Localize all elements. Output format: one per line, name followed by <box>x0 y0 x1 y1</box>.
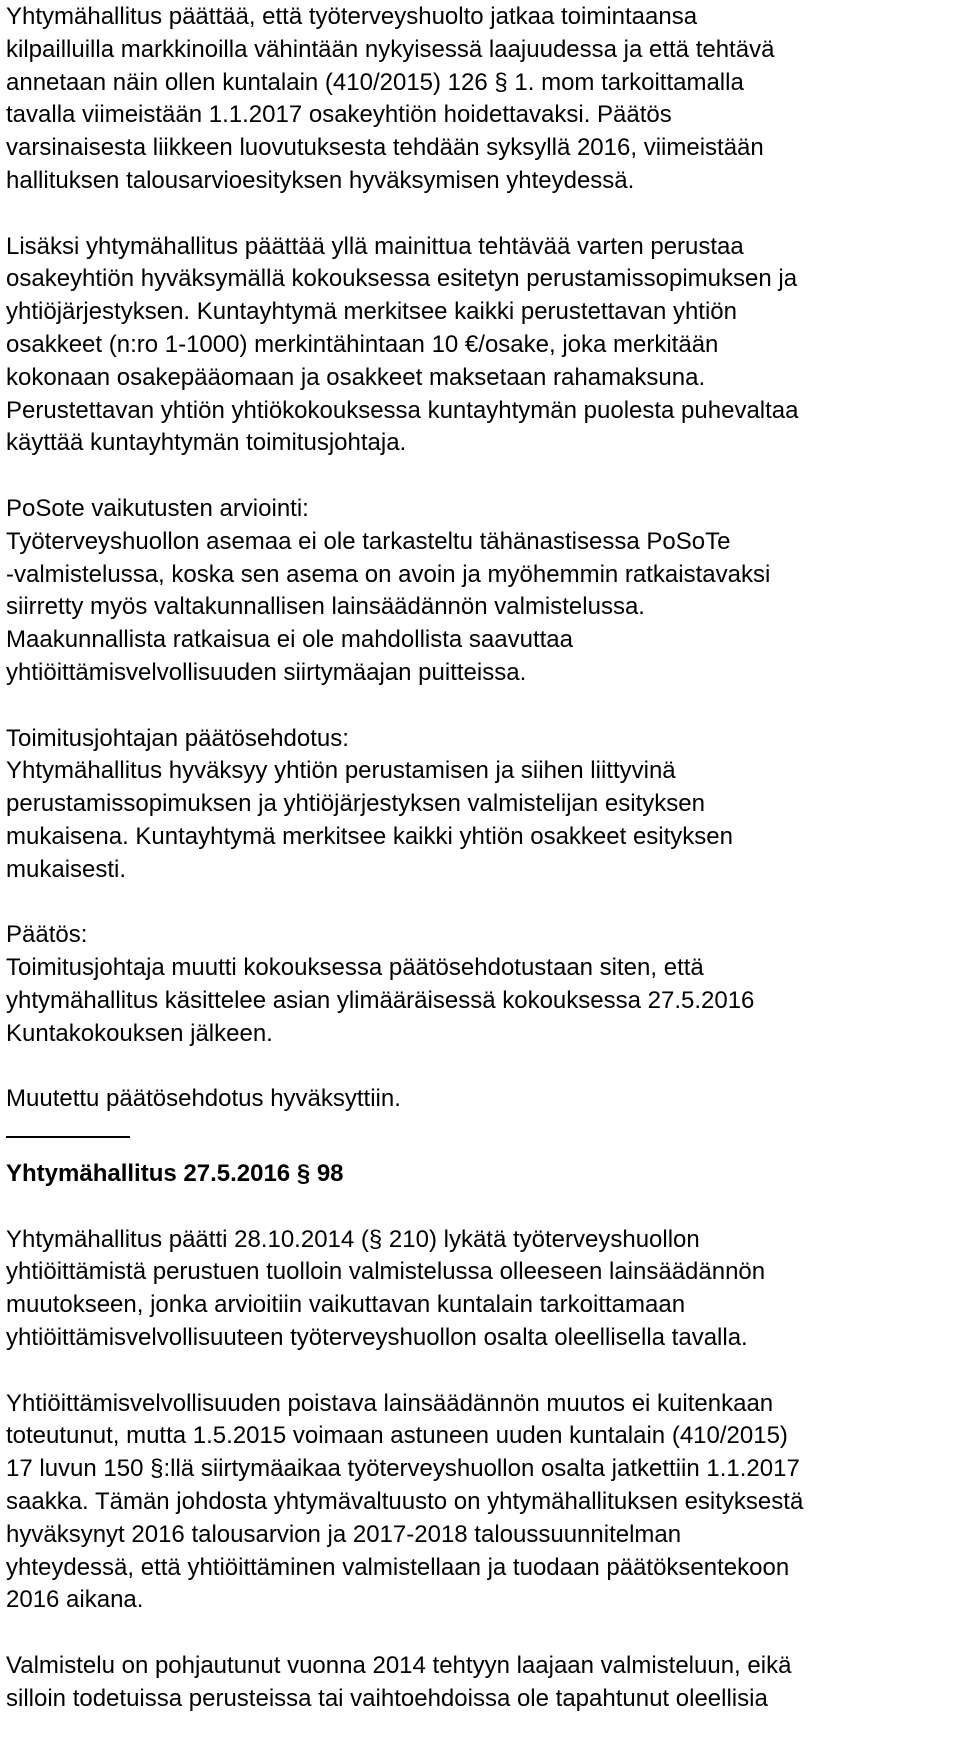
text-line: perustamissopimuksen ja yhtiöjärjestyksen valmistelijan esityksen <box>6 790 705 818</box>
text-line: tavalla viimeistään 1.1.2017 osakeyhtiön hoidettavaksi. Päätös <box>6 101 672 129</box>
paragraph-gap <box>6 1355 956 1388</box>
text-line: osakeyhtiön hyväksymällä kokouksessa esitetyn perustamissopimuksen ja <box>6 265 798 293</box>
paragraph-gap <box>6 1617 956 1650</box>
text-line: Yhtymähallitus päätti 28.10.2014 (§ 210) lykätä työterveyshuollon <box>6 1225 700 1253</box>
text-line: saakka. Tämän johdosta yhtymävaltuusto on yhtymähallituksen esityksestä <box>6 1488 804 1516</box>
text-line: kokonaan osakepääomaan ja osakkeet maksetaan rahamaksuna. <box>6 363 706 391</box>
text-line: yhtiöjärjestyksen. Kuntayhtymä merkitsee kaikki perustettavan yhtiön <box>6 298 738 326</box>
text-line: Lisäksi yhtymähallitus päättää yllä mainittua tehtävää varten perustaa <box>6 232 744 260</box>
paragraph-preparation <box>6 1650 956 1716</box>
text-line: Yhtymähallitus päättää, että työterveyshuolto jatkaa toimintaansa <box>6 3 698 30</box>
text-line: mukaisena. Kuntayhtymä merkitsee kaikki yhtiön osakkeet esityksen <box>6 822 733 850</box>
paragraph-postponement <box>6 1224 956 1355</box>
text-line: siirretty myös valtakunnallisen lainsäädännön valmistelussa. <box>6 593 645 621</box>
text-line: Maakunnallista ratkaisua ei ole mahdollista saavuttaa <box>6 626 573 654</box>
text-line: 2016 aikana. <box>6 1586 144 1614</box>
meeting-heading <box>6 1158 956 1191</box>
paragraph-gap <box>6 1191 956 1224</box>
text-line: muutokseen, jonka arvioitiin vaikuttavan kuntalain tarkoittamaan <box>6 1291 686 1319</box>
text-line: yhtiöittämistä perustuen tuolloin valmistelussa olleeseen lainsäädännön <box>6 1258 766 1286</box>
paragraph-gap <box>6 690 956 723</box>
paragraph-gap <box>6 198 956 231</box>
text-line: silloin todetuissa perusteissa tai vaihtoehdoissa ole tapahtunut oleellisia <box>6 1684 768 1712</box>
text-line: käyttää kuntayhtymän toimitusjohtaja. <box>6 429 407 457</box>
text-line: yhtiöittämisvelvollisuuteen työterveyshuollon osalta oleellisella tavalla. <box>6 1324 748 1352</box>
text-line: Yhtiöittämisvelvollisuuden poistava lainsäädännön muutos ei kuitenkaan <box>6 1389 774 1417</box>
text-line: Toimitusjohtaja muutti kokouksessa päätösehdotustaan siten, että <box>6 954 704 982</box>
paragraph-approved <box>6 1083 956 1116</box>
text-line: Valmistelu on pohjautunut vuonna 2014 tehtyyn laajaan valmisteluun, eikä <box>6 1652 792 1680</box>
text-line: 17 luvun 150 §:llä siirtymäaikaa työterveyshuollon osalta jatkettiin 1.1.2017 <box>6 1455 800 1483</box>
text-line: Yhtymähallitus hyväksyy yhtiön perustamisen ja siihen liittyvinä <box>6 757 676 785</box>
paragraph-decision <box>6 919 956 1050</box>
text-line: toteutunut, mutta 1.5.2015 voimaan astuneen uuden kuntalain (410/2015) <box>6 1422 788 1450</box>
text-line: yhteydessä, että yhtiöittäminen valmistellaan ja tuodaan päätöksentekoon <box>6 1553 790 1581</box>
paragraph-decision-intro <box>6 1 956 198</box>
paragraph-proposal <box>6 723 956 887</box>
paragraph-posote <box>6 493 956 690</box>
document-page <box>6 0 956 1716</box>
paragraph-gap <box>6 1051 956 1084</box>
text-line: hallituksen talousarvioesityksen hyväksymisen yhteydessä. <box>6 166 635 194</box>
text-line: osakkeet (n:ro 1-1000) merkintähintaan 10 €/osake, joka merkitään <box>6 330 719 358</box>
text-line: annetaan näin ollen kuntalain (410/2015) 126 § 1. mom tarkoittamalla <box>6 68 744 96</box>
approved-statement: Muutettu päätösehdotus hyväksyttiin. <box>6 1085 401 1113</box>
text-line: varsinaisesta liikkeen luovutuksesta tehdään syksyllä 2016, viimeistään <box>6 134 764 162</box>
section-label-decision: Päätös: <box>6 921 88 949</box>
text-line: kilpailluilla markkinoilla vähintään nykyisessä laajuudessa ja että tehtävä <box>6 35 775 63</box>
separator-rule <box>6 1136 130 1138</box>
text-line: mukaisesti. <box>6 855 127 883</box>
section-label-proposal: Toimitusjohtajan päätösehdotus: <box>6 724 349 752</box>
text-line: Perustettavan yhtiön yhtiökokouksessa kuntayhtymän puolesta puhevaltaa <box>6 396 799 424</box>
text-line: Kuntakokouksen jälkeen. <box>6 1019 273 1047</box>
paragraph-gap <box>6 460 956 493</box>
text-line: Työterveyshuollon asemaa ei ole tarkasteltu tähänastisessa PoSoTe <box>6 527 731 555</box>
text-line: yhtiöittämisvelvollisuuden siirtymäajan puitteissa. <box>6 658 527 686</box>
text-line: hyväksynyt 2016 talousarvion ja 2017-2018 taloussuunnitelman <box>6 1520 682 1548</box>
section-label-posote: PoSote vaikutusten arviointi: <box>6 494 309 522</box>
text-line: -valmistelussa, koska sen asema on avoin ja myöhemmin ratkaistavaksi <box>6 560 771 588</box>
paragraph-company-founding <box>6 231 956 461</box>
paragraph-gap <box>6 887 956 920</box>
text-line: yhtymähallitus käsittelee asian ylimääräisessä kokouksessa 27.5.2016 <box>6 986 755 1014</box>
meeting-heading-text: Yhtymähallitus 27.5.2016 § 98 <box>6 1160 344 1188</box>
paragraph-legislation <box>6 1388 956 1618</box>
